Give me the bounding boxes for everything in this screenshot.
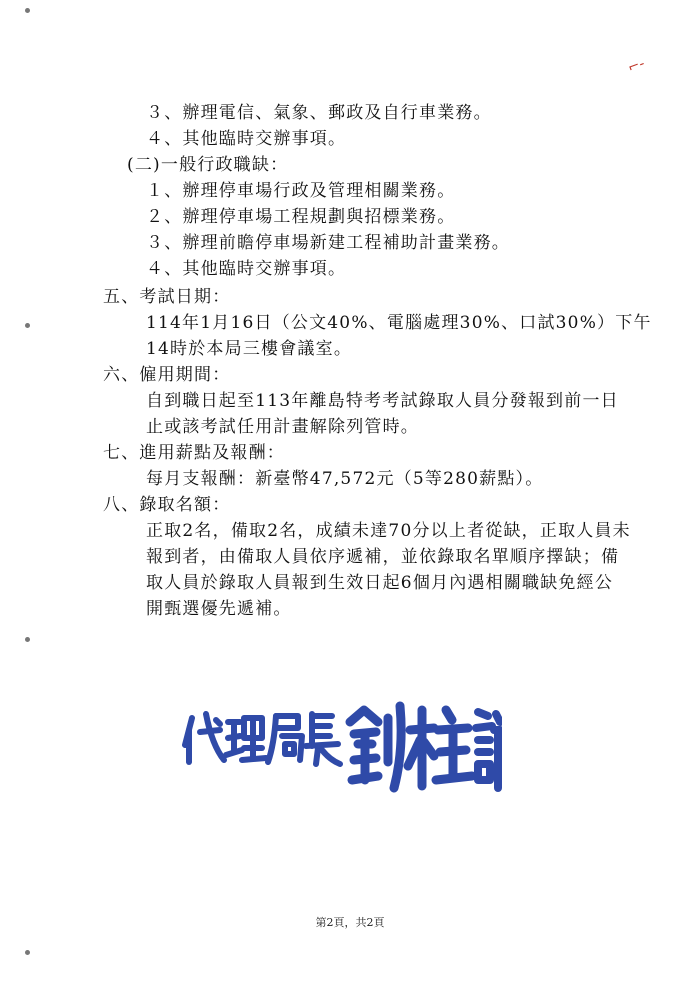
employment-period-text: 自到職日起至113年離島特考考試錄取人員分發報到前一日 <box>146 391 619 411</box>
item-4-other: ４、其他臨時交辦事項。 <box>146 259 347 279</box>
quota-text: 正取2名，備取2名，成績未達70分以上者從缺，正取人員未 <box>146 521 631 541</box>
item-2-parking-engineering: ２、辦理停車場工程規劃與招標業務。 <box>146 207 456 227</box>
section-general-admin: (二)一般行政職缺： <box>127 155 289 175</box>
exam-date-text: 14時於本局三樓會議室。 <box>146 339 353 359</box>
binding-hole <box>25 323 30 328</box>
binding-hole <box>25 637 30 642</box>
heading-exam-date: 五、考試日期： <box>103 287 231 307</box>
item-1-parking-admin: １、辦理停車場行政及管理相關業務。 <box>146 181 456 201</box>
binding-hole <box>25 950 30 955</box>
binding-hole <box>25 8 30 13</box>
item-3-telecom: ３、辦理電信、氣象、郵政及自行車業務。 <box>146 103 492 123</box>
exam-date-text: 114年1月16日（公文40%、電腦處理30%、口試30%）下午 <box>146 313 652 333</box>
red-ink-mark: ⌐‑ <box>625 55 648 77</box>
quota-text: 開甄選優先遞補。 <box>146 599 292 619</box>
salary-text: 每月支報酬：新臺幣47,572元（5等280薪點）。 <box>146 469 544 489</box>
item-3-parking-subsidy: ３、辦理前瞻停車場新建工程補助計畫業務。 <box>146 233 510 253</box>
signature-seal <box>182 700 502 795</box>
quota-text: 報到者，由備取人員依序遞補，並依錄取名單順序擇缺；備 <box>146 547 620 567</box>
heading-salary: 七、進用薪點及報酬： <box>103 443 285 463</box>
page-footer: 第2頁，共2頁 <box>315 916 385 929</box>
quota-text: 取人員於錄取人員報到生效日起6個月內遇相關職缺免經公 <box>146 573 614 593</box>
heading-employment-period: 六、僱用期間： <box>103 365 231 385</box>
heading-quota: 八、錄取名額： <box>103 495 231 515</box>
employment-period-text: 止或該考試任用計畫解除列管時。 <box>146 417 419 437</box>
item-4-other: ４、其他臨時交辦事項。 <box>146 129 347 149</box>
signature-stamp <box>182 700 502 795</box>
